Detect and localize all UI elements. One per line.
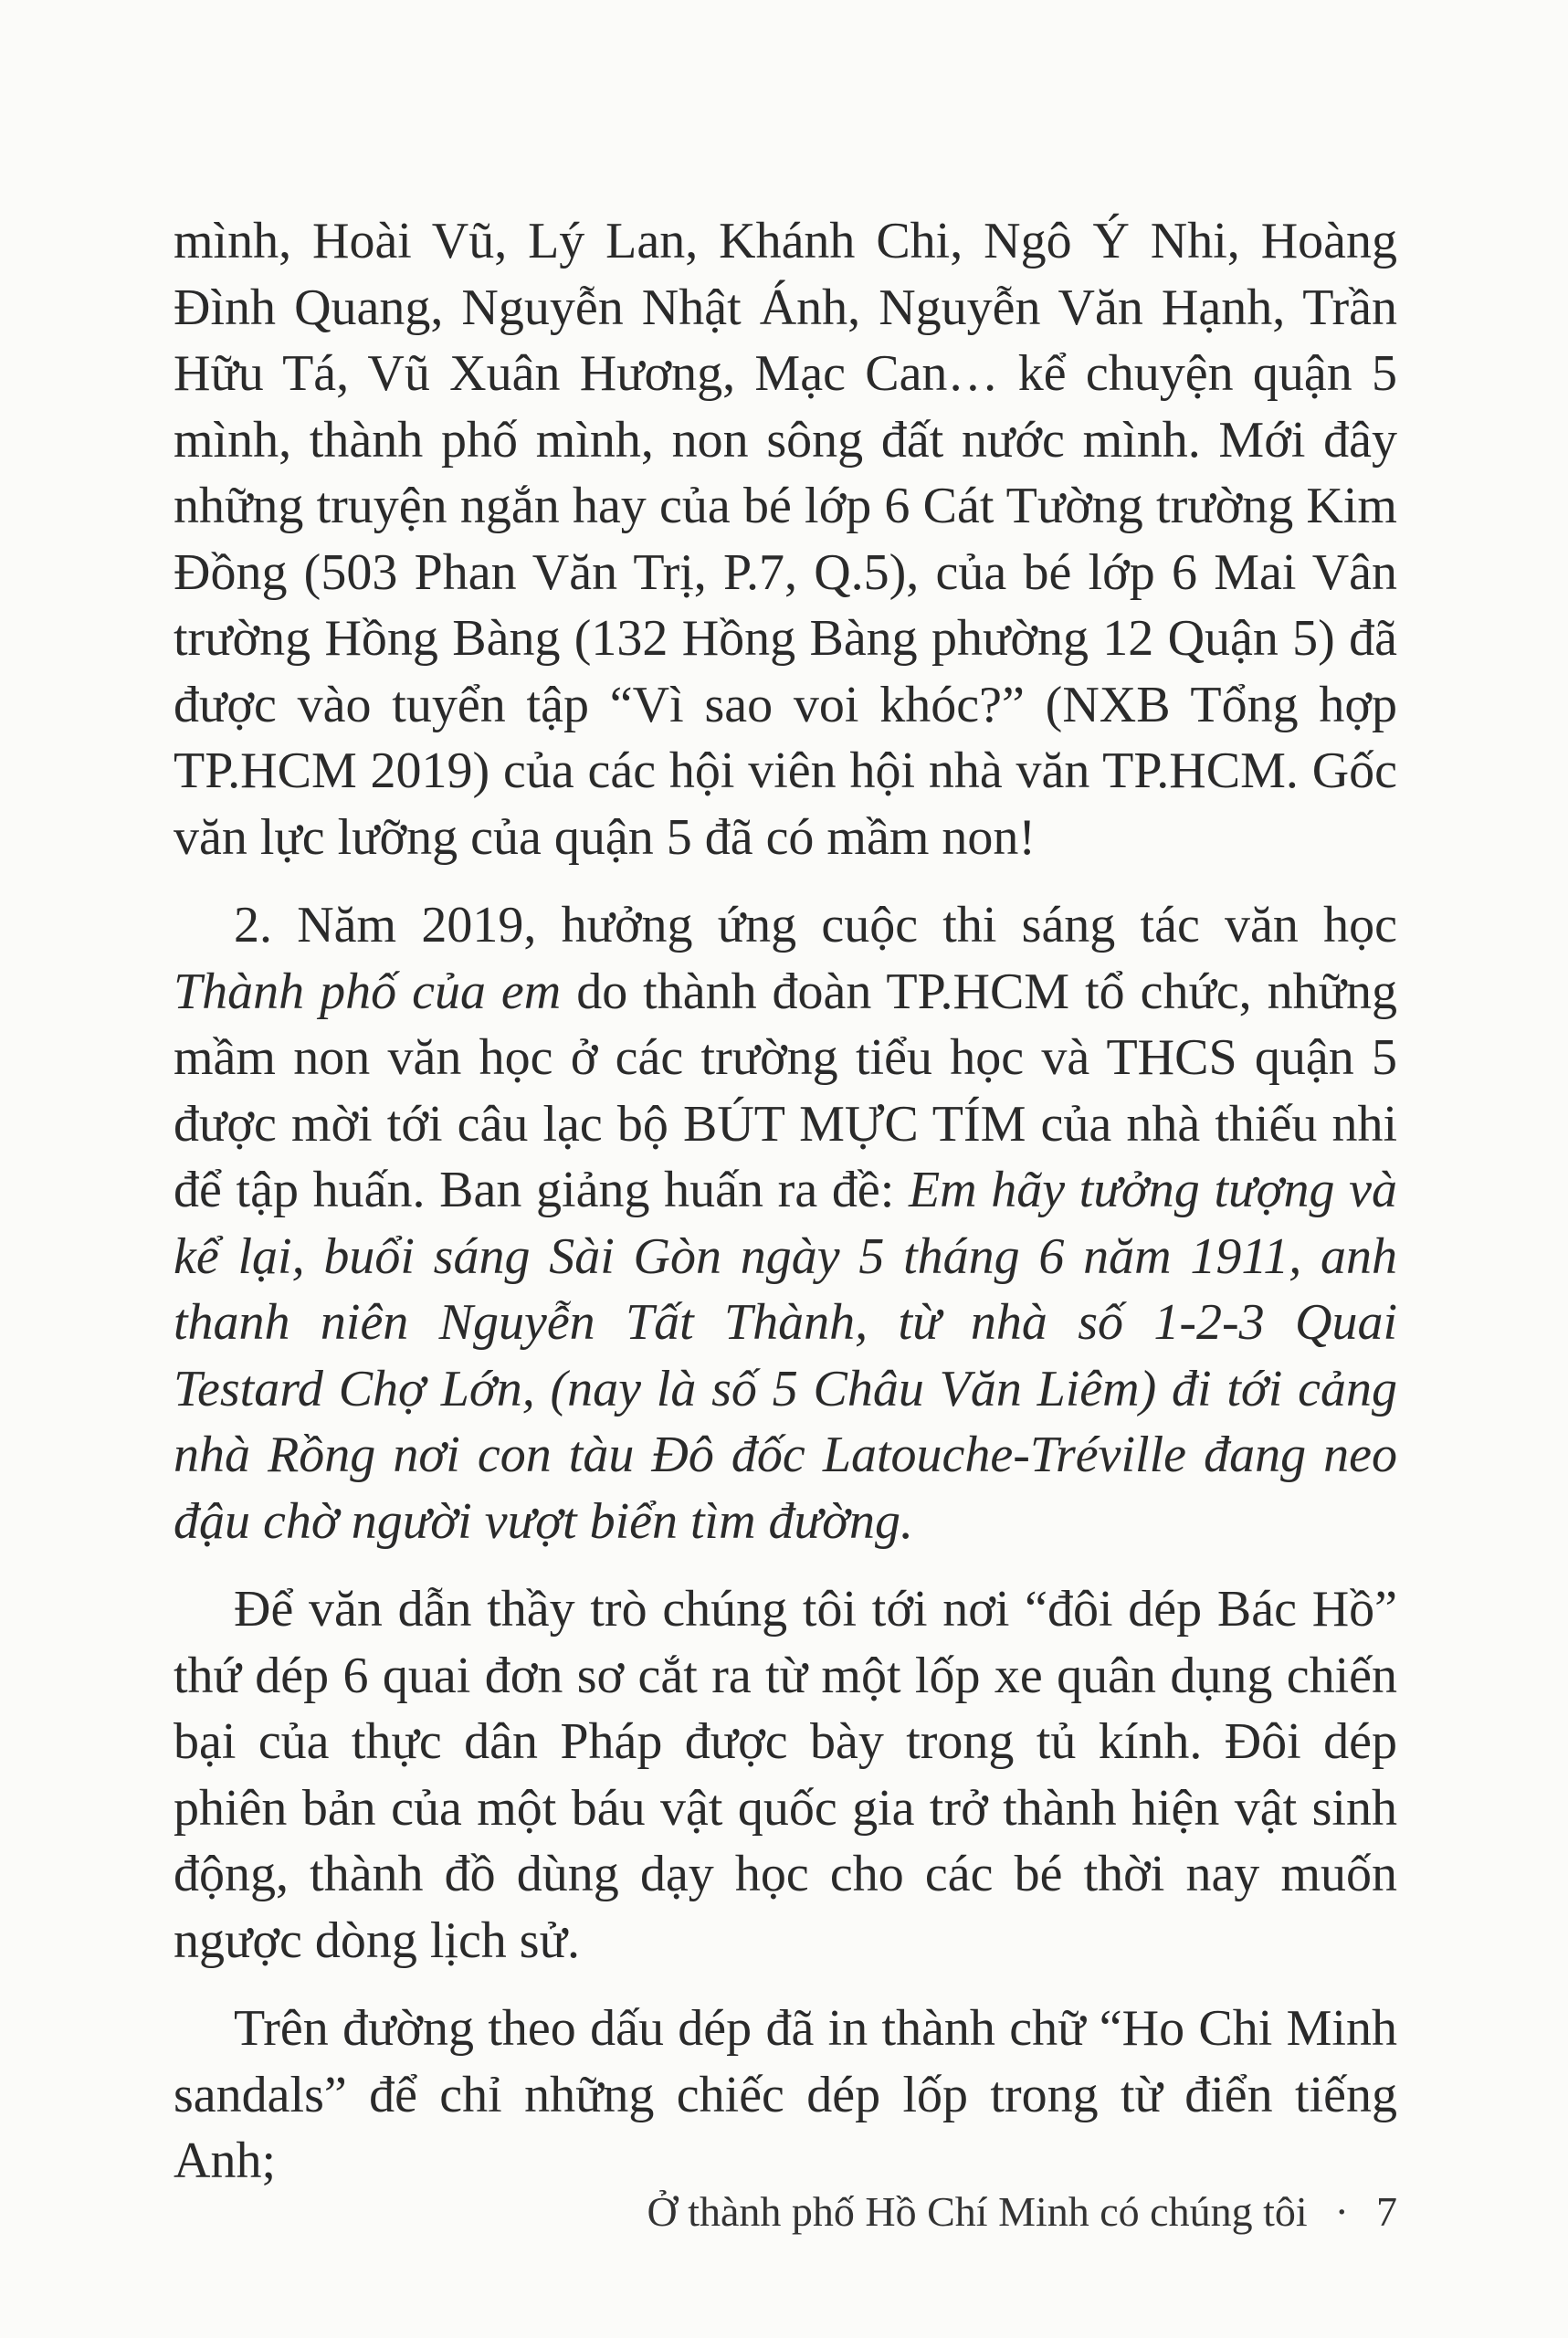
paragraph-2-italic-title: Thành phố của em: [174, 963, 562, 1020]
paragraph-2-text-b: do thành đoàn TP.HCM tổ chức, những mầm non văn học ở các trường tiểu học và THCS quận 5 được mời tới câu lạc bộ BÚT MỰC TÍM của nhà thiếu nhi để tập huấn. Ban giảng huấn ra đề:: [174, 963, 1397, 1218]
paragraph-2-italic-prompt: Em hãy tưởng tượng và kể lại, buổi sáng Sài Gòn ngày 5 tháng 6 năm 1911, anh thanh niên Nguyễn Tất Thành, từ nhà số 1-2-3 Quai Testard Chợ Lớn, (nay là số 5 Châu Văn Liêm) đi tới cảng nhà Rồng nơi con tàu Đô đốc Latouche-Tréville đang neo đậu chờ người vượt biển tìm đường.: [174, 1162, 1397, 1550]
running-title: Ở thành phố Hồ Chí Minh có chúng tôi: [647, 2188, 1308, 2235]
page-footer: [174, 2185, 1397, 2239]
paragraph-2-text-a: 2. Năm 2019, hưởng ứng cuộc thi sáng tác văn học: [234, 897, 1397, 953]
page-number: 7: [1376, 2188, 1397, 2235]
paragraph-1: mình, Hoài Vũ, Lý Lan, Khánh Chi, Ngô Ý Nhi, Hoàng Đình Quang, Nguyễn Nhật Ánh, Nguyễn Văn Hạnh, Trần Hữu Tá, Vũ Xuân Hương, Mạc Can… kể chuyện quận 5 mình, thành phố mình, non sông đất nước mình. Mới đây những truyện ngắn hay của bé lớp 6 Cát Tường trường Kim Đồng (503 Phan Văn Trị, P.7, Q.5), của bé lớp 6 Mai Vân trường Hồng Bàng (132 Hồng Bàng phường 12 Quận 5) đã được vào tuyển tập “Vì sao voi khóc?” (NXB Tổng hợp TP.HCM 2019) của các hội viên hội nhà văn TP.HCM. Gốc văn lực lưỡng của quận 5 đã có mầm non!: [174, 213, 1397, 866]
page-body: [174, 208, 1397, 2195]
footer-separator: ·: [1334, 2188, 1349, 2235]
paragraph-3: Để văn dẫn thầy trò chúng tôi tới nơi “đôi dép Bác Hồ” thứ dép 6 quai đơn sơ cắt ra từ một lốp xe quân dụng chiến bại của thực dân Pháp được bày trong tủ kính. Đôi dép phiên bản của một báu vật quốc gia trở thành hiện vật sinh động, thành đồ dùng dạy học cho các bé thời nay muốn ngược dòng lịch sử.: [174, 1581, 1397, 1969]
paragraph-4: Trên đường theo dấu dép đã in thành chữ “Ho Chi Minh sandals” để chỉ những chiếc dép lốp trong từ điển tiếng Anh;: [174, 2000, 1397, 2189]
paragraph-2: [174, 892, 1397, 1554]
